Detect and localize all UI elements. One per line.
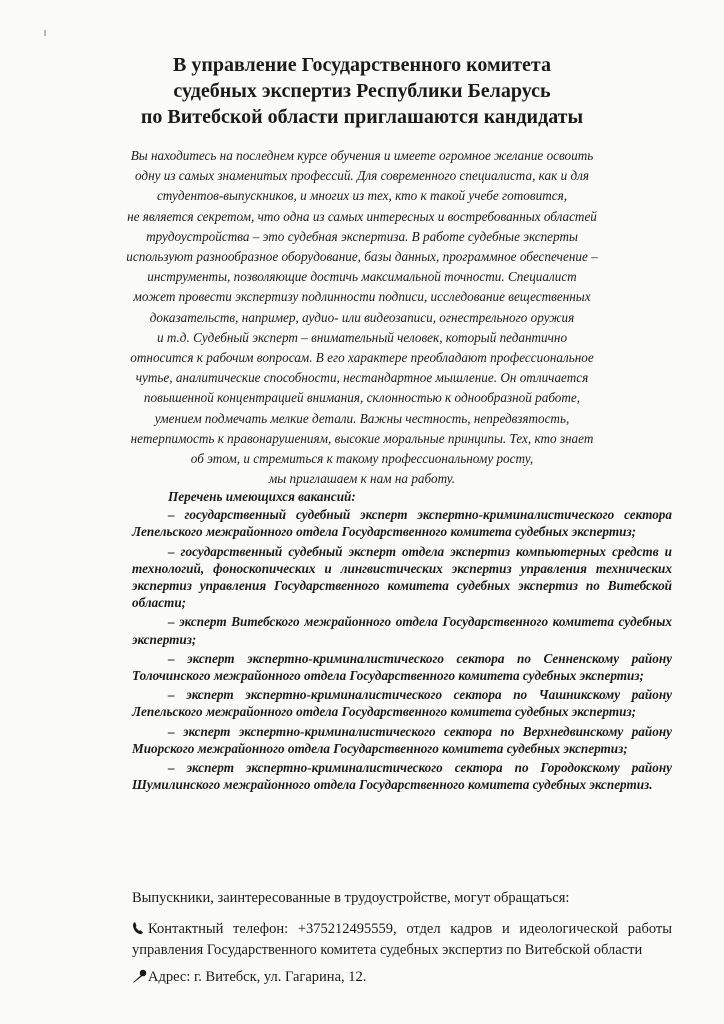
- vacancy-item: – государственный судебный эксперт экспертно-криминалистического сектора Лепельского межрайонного отдела Государственного комитета судебных экспертиз;: [132, 507, 672, 540]
- intro-line: может провести экспертизу подлинности подписи, исследование вещественных: [133, 289, 591, 305]
- title-line: по Витебской области приглашаются кандидаты: [140, 106, 584, 128]
- intro-line: Вы находитесь на последнем курсе обучения и имеете огромное желание освоить: [130, 148, 594, 163]
- contact-phone-text: Контактный телефон: +375212495559, отдел кадров и идеологической работы управления Государственного комитета судебных экспертиз по Витебской области: [132, 921, 672, 958]
- intro-line: не является секретом, что одна из самых интересных и востребованных областей: [127, 208, 597, 224]
- contact-phone: [132, 919, 672, 961]
- intro-line: повышенной концентрацией внимания, склонностью к однообразной работе,: [143, 390, 581, 406]
- phone-icon: [132, 919, 148, 940]
- vacancy-item: – эксперт экспертно-криминалистического сектора по Чашникскому району Лепельского межрайонного отдела Государственного комитета судебных экспертиз;: [132, 687, 672, 720]
- scan-mark: [44, 30, 46, 36]
- contact-address-text: Адрес: г. Витебск, ул. Гагарина, 12.: [148, 969, 367, 985]
- intro-paragraph: [112, 146, 612, 489]
- intro-line: чутье, аналитические способности, нестандартное мышление. Он отличается: [135, 370, 589, 386]
- vacancies-list: [132, 506, 672, 793]
- intro-line: доказательств, например, аудио- или видеозаписи, огнестрельного оружия: [149, 309, 575, 325]
- vacancies-heading: Перечень имеющихся вакансий:: [168, 489, 356, 504]
- intro-line: относится к рабочим вопросам. В его характере преобладают профессиональное: [130, 350, 594, 366]
- vacancy-item: – государственный судебный эксперт отдела экспертиз компьютерных средств и технологий, фоноскопических и лингвистических экспертиз управления технических экспертиз управления Государственного комитета судебных экспертиз по Витебской области;: [132, 543, 672, 611]
- intro-line: инструменты, позволяющие достичь максимальной точности. Специалист: [147, 269, 577, 285]
- title-line: В управление Государственного комитета: [173, 54, 551, 76]
- vacancies-section: [132, 488, 672, 795]
- contacts-intro: Выпускники, заинтересованные в трудоустройстве, могут обращаться:: [132, 890, 570, 906]
- intro-line: мы приглашаем к нам на работу.: [268, 471, 456, 487]
- intro-line: умением подмечать мелкие детали. Важны честность, непредвзятость,: [154, 410, 570, 426]
- contact-address: [132, 967, 672, 988]
- intro-line: нетерпимость к правонарушениям, высокие моральные принципы. Тех, кто знает: [130, 430, 594, 446]
- vacancy-item: – эксперт экспертно-криминалистического сектора по Сенненскому району Толочинского межрайонного отдела Государственного комитета судебных экспертиз;: [132, 650, 672, 684]
- pin-icon: [132, 967, 148, 988]
- intro-line: трудоустройства – это судебная экспертиза. В работе судебные эксперты: [146, 228, 578, 244]
- contacts-section: [132, 888, 672, 988]
- vacancy-item: – эксперт экспертно-криминалистического сектора по Городокскому району Шумилинского межрайонного отдела Государственного комитета судебных экспертиз.: [132, 760, 672, 793]
- intro-line: используют разнообразное оборудование, базы данных, программное обеспечение –: [126, 249, 598, 265]
- intro-line: студентов-выпускников, и многих из тех, кто к такой учебе готовится,: [156, 188, 568, 204]
- title-line: судебных экспертиз Республики Беларусь: [173, 80, 551, 102]
- vacancy-item: – эксперт Витебского межрайонного отдела Государственного комитета судебных экспертиз;: [132, 614, 672, 647]
- vacancy-item: – эксперт экспертно-криминалистического сектора по Верхнедвинскому району Миорского межрайонного отдела Государственного комитета судебных экспертиз;: [132, 723, 672, 756]
- document-title: [60, 52, 664, 130]
- intro-line: и т.д. Судебный эксперт – внимательный человек, который педантично: [156, 329, 568, 345]
- intro-line: одну из самых знаменитых профессий. Для современного специалиста, как и для: [134, 168, 590, 184]
- intro-line: об этом, и стремиться к такому профессиональному росту,: [190, 451, 534, 467]
